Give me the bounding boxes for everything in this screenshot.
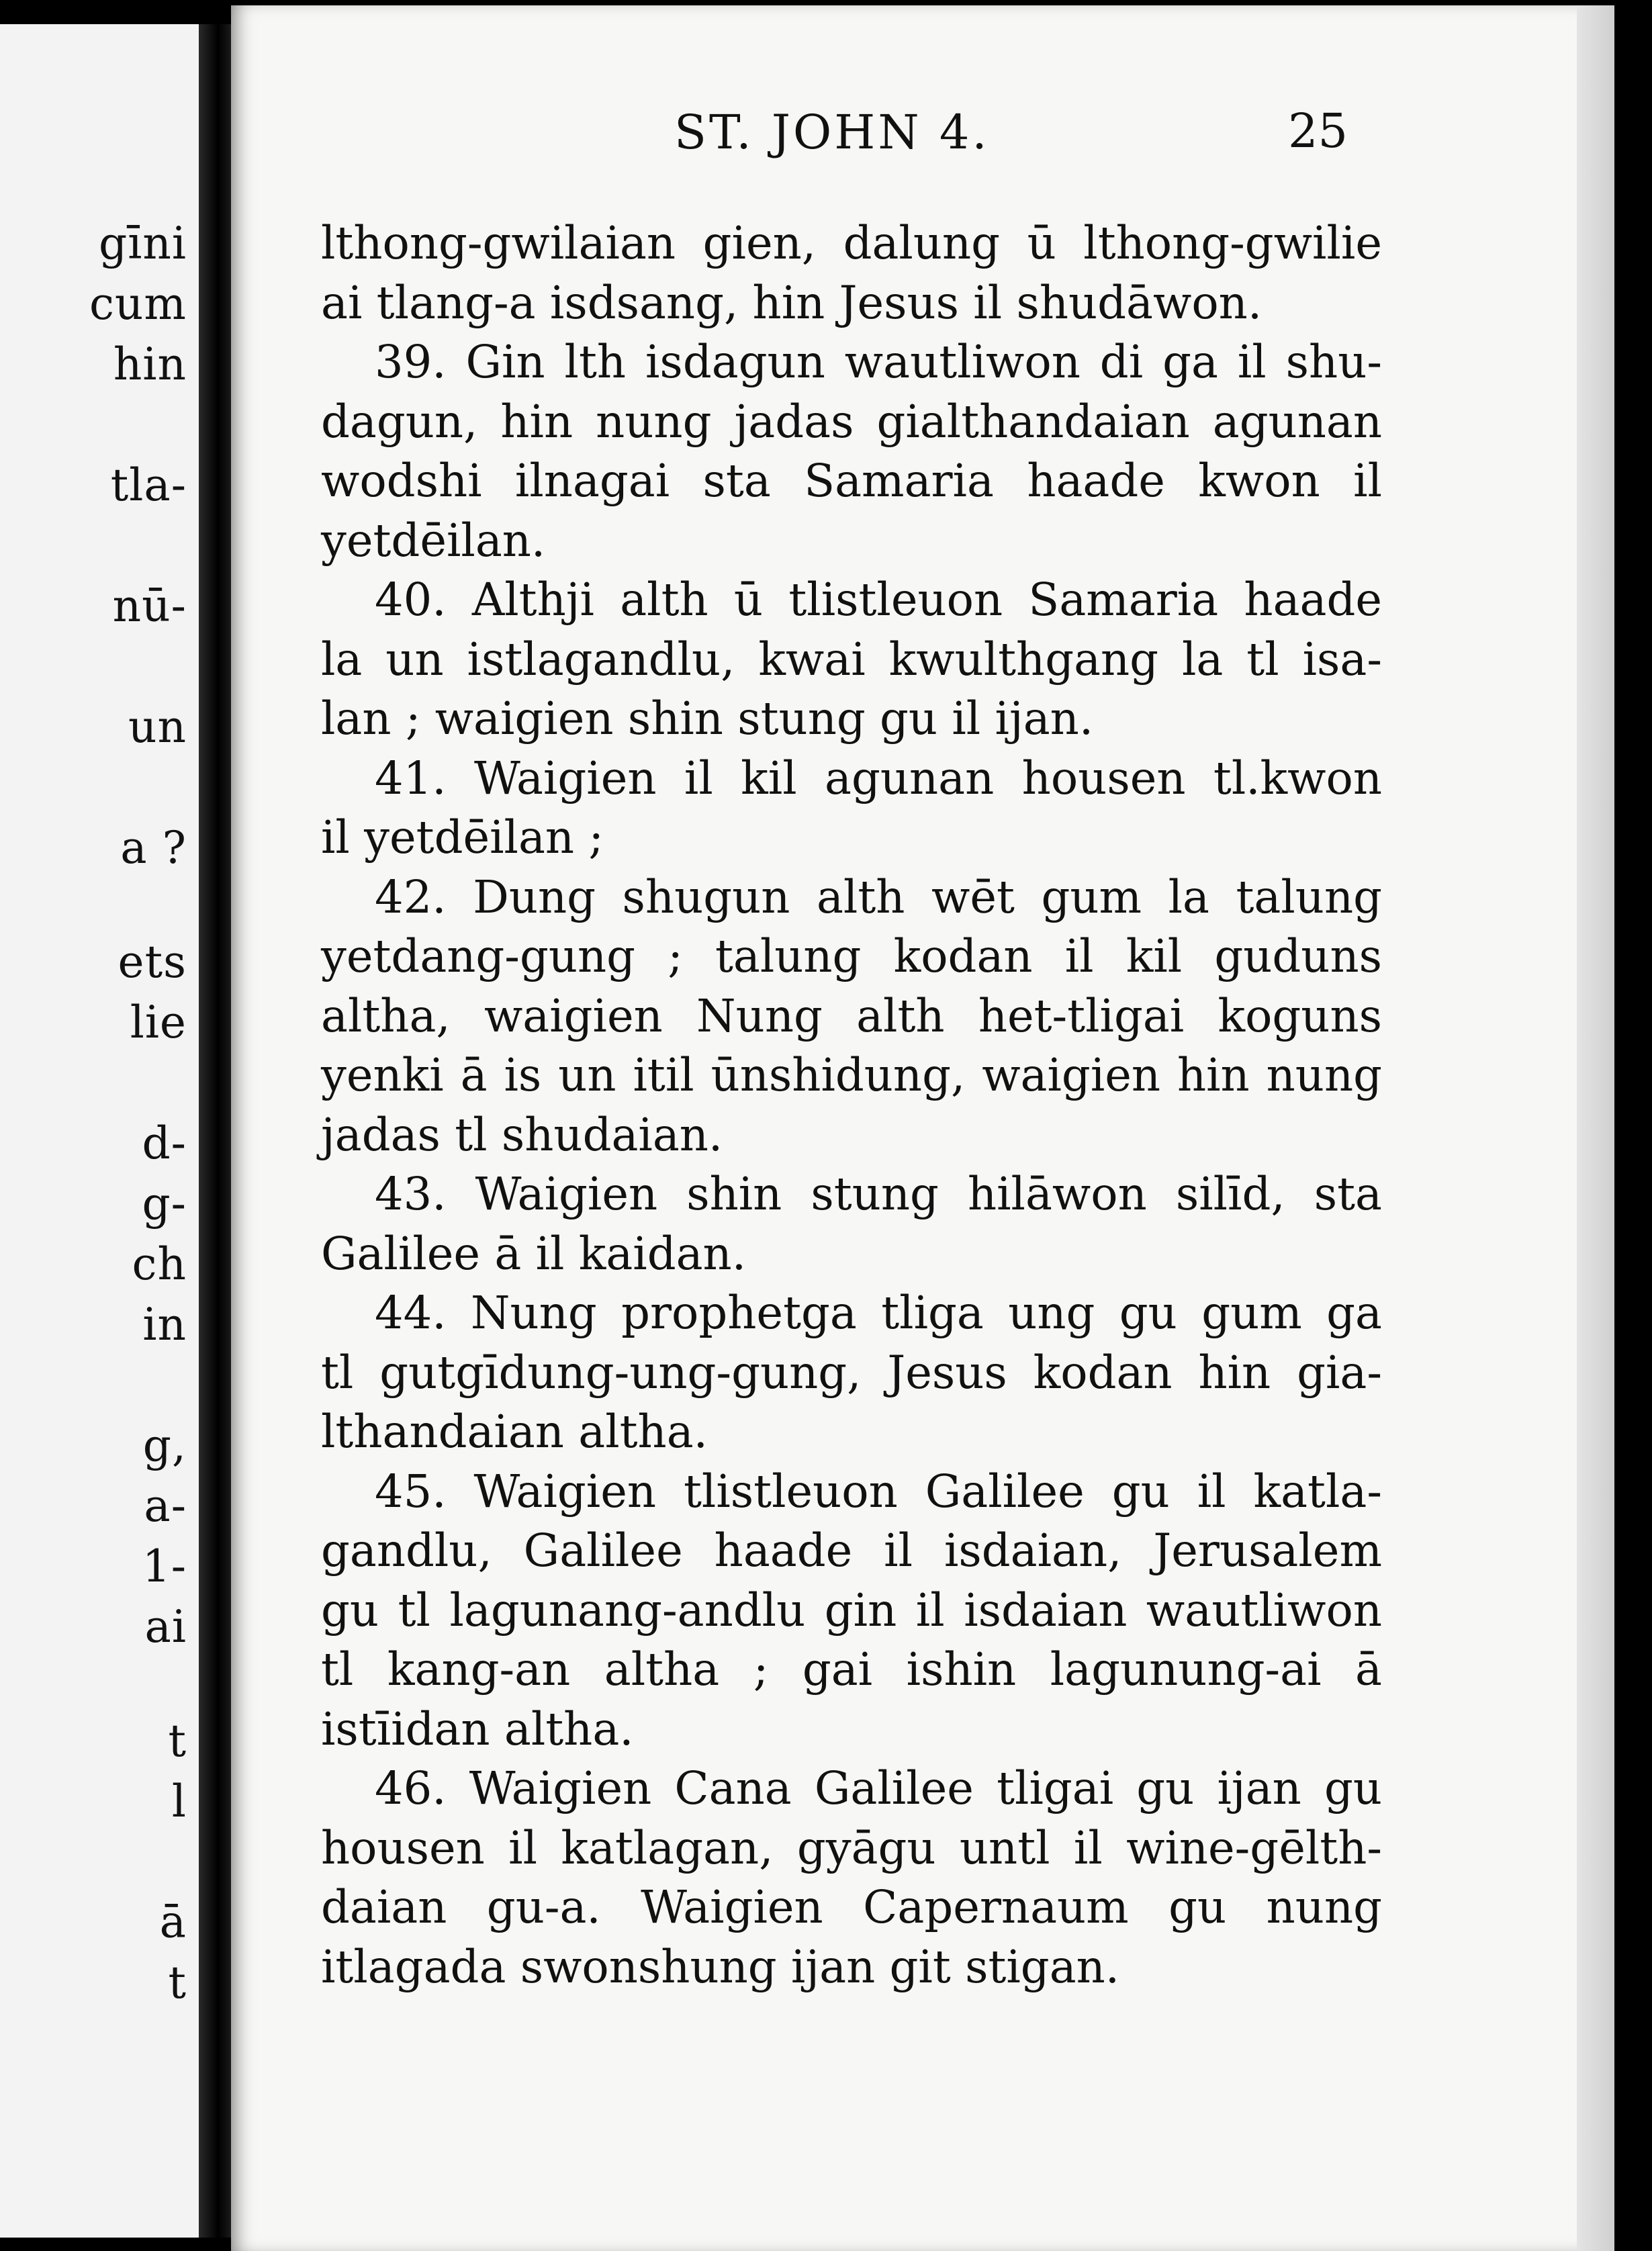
facing-page-text-fragment: tla- — [110, 459, 187, 511]
verse-40-line: 40. Althji alth ū tlistleuon Samaria haade — [375, 573, 1382, 626]
facing-page-text-fragment: in — [142, 1299, 187, 1350]
text-line: dagun, hin nung jadas gialthandaian agunan — [321, 395, 1382, 448]
facing-page-text-fragment: lie — [130, 997, 187, 1048]
verse-46-line: 46. Waigien Cana Galilee tligai gu ijan gu — [375, 1762, 1382, 1814]
facing-page-text-fragment: a- — [144, 1480, 187, 1532]
text-line: gandlu, Galilee haade il isdaian, Jerusalem — [321, 1524, 1382, 1577]
verse-41-line: 41. Waigien il kil agunan housen tl.kwon — [375, 751, 1382, 805]
facing-page-text-fragment: g- — [142, 1178, 187, 1230]
facing-page-text-fragment: l — [171, 1776, 187, 1827]
facing-page-text-fragment: cum — [89, 278, 187, 330]
text-line: yenki ā is un itil ūnshidung, waigien hin nung — [321, 1049, 1382, 1101]
text-line: tl gutgīdung-ung-gung, Jesus kodan hin gia- — [321, 1346, 1382, 1399]
book-page — [231, 5, 1614, 2251]
verse-43-line: 43. Waigien shin stung hilāwon silīd, sta — [375, 1168, 1382, 1220]
text-line: gu tl lagunang-andlu gin il isdaian wautliwon — [321, 1583, 1382, 1637]
facing-page-text-fragment: 1- — [142, 1541, 187, 1592]
text-line: altha, waigien Nung alth het-tligai koguns — [321, 989, 1382, 1042]
text-line: yetdēilan. — [321, 514, 546, 567]
text-line: itlagada swonshung ijan git stigan. — [321, 1940, 1120, 1993]
page-edge-shadow — [1577, 5, 1614, 2251]
text-line: tl kang-an altha ; gai ishin lagunung-ai ā — [321, 1643, 1382, 1696]
text-line: housen il katlagan, gyāgu untl il wine-gēlth- — [321, 1821, 1382, 1874]
verse-42-line: 42. Dung shugun alth wēt gum la talung — [375, 870, 1382, 923]
text-line: lthandaian altha. — [321, 1406, 708, 1458]
facing-page-text-fragment: nū- — [112, 580, 187, 632]
page-number: 25 — [1288, 103, 1348, 158]
verse-45-line: 45. Waigien tlistleuon Galilee gu il katla- — [375, 1465, 1382, 1518]
facing-page-fragment — [0, 24, 199, 2238]
facing-page-text-fragment: ets — [118, 936, 187, 988]
text-line: daian gu-a. Waigien Capernaum gu nung — [321, 1881, 1382, 1933]
text-line: ai tlang-a isdsang, hin Jesus il shudāwon. — [321, 276, 1263, 329]
facing-page-text-fragment: ch — [132, 1238, 187, 1290]
text-line: Galilee ā il kaidan. — [321, 1227, 746, 1280]
facing-page-text-fragment: d- — [142, 1117, 187, 1169]
facing-page-text-fragment: t — [168, 1957, 187, 2009]
text-line: lan ; waigien shin stung gu il ijan. — [321, 692, 1094, 745]
facing-page-text-fragment: ai — [144, 1601, 187, 1653]
book-gutter — [199, 24, 231, 2238]
text-line: wodshi ilnagai sta Samaria haade kwon il — [321, 455, 1382, 507]
text-line: la un istlagandlu, kwai kwulthgang la tl isa- — [321, 633, 1382, 686]
verse-44-line: 44. Nung prophetga tliga ung gu gum ga — [375, 1287, 1382, 1339]
text-line: il yetdēilan ; — [321, 811, 604, 864]
facing-page-text-fragment: un — [128, 701, 187, 753]
facing-page-text-fragment: ā — [159, 1896, 187, 1948]
facing-page-text-fragment: t — [168, 1715, 187, 1767]
page-body-text — [321, 214, 1382, 1996]
text-line: yetdang-gung ; talung kodan il kil guduns — [321, 930, 1382, 982]
verse-39-line: 39. Gin lth isdagun wautliwon di ga il shu- — [375, 336, 1382, 388]
text-line: istīidan altha. — [321, 1702, 634, 1755]
facing-page-text-fragment: hin — [113, 338, 187, 390]
facing-page-text-fragment: g, — [142, 1420, 187, 1471]
text-line: jadas tl shudaian. — [321, 1108, 723, 1161]
facing-page-text-fragment: gīni — [99, 218, 187, 269]
text-line: lthong-gwilaian gien, dalung ū lthong-gwilie — [321, 217, 1382, 269]
running-head: ST. JOHN 4. — [674, 105, 990, 160]
facing-page-text-fragment: a ? — [120, 822, 187, 874]
